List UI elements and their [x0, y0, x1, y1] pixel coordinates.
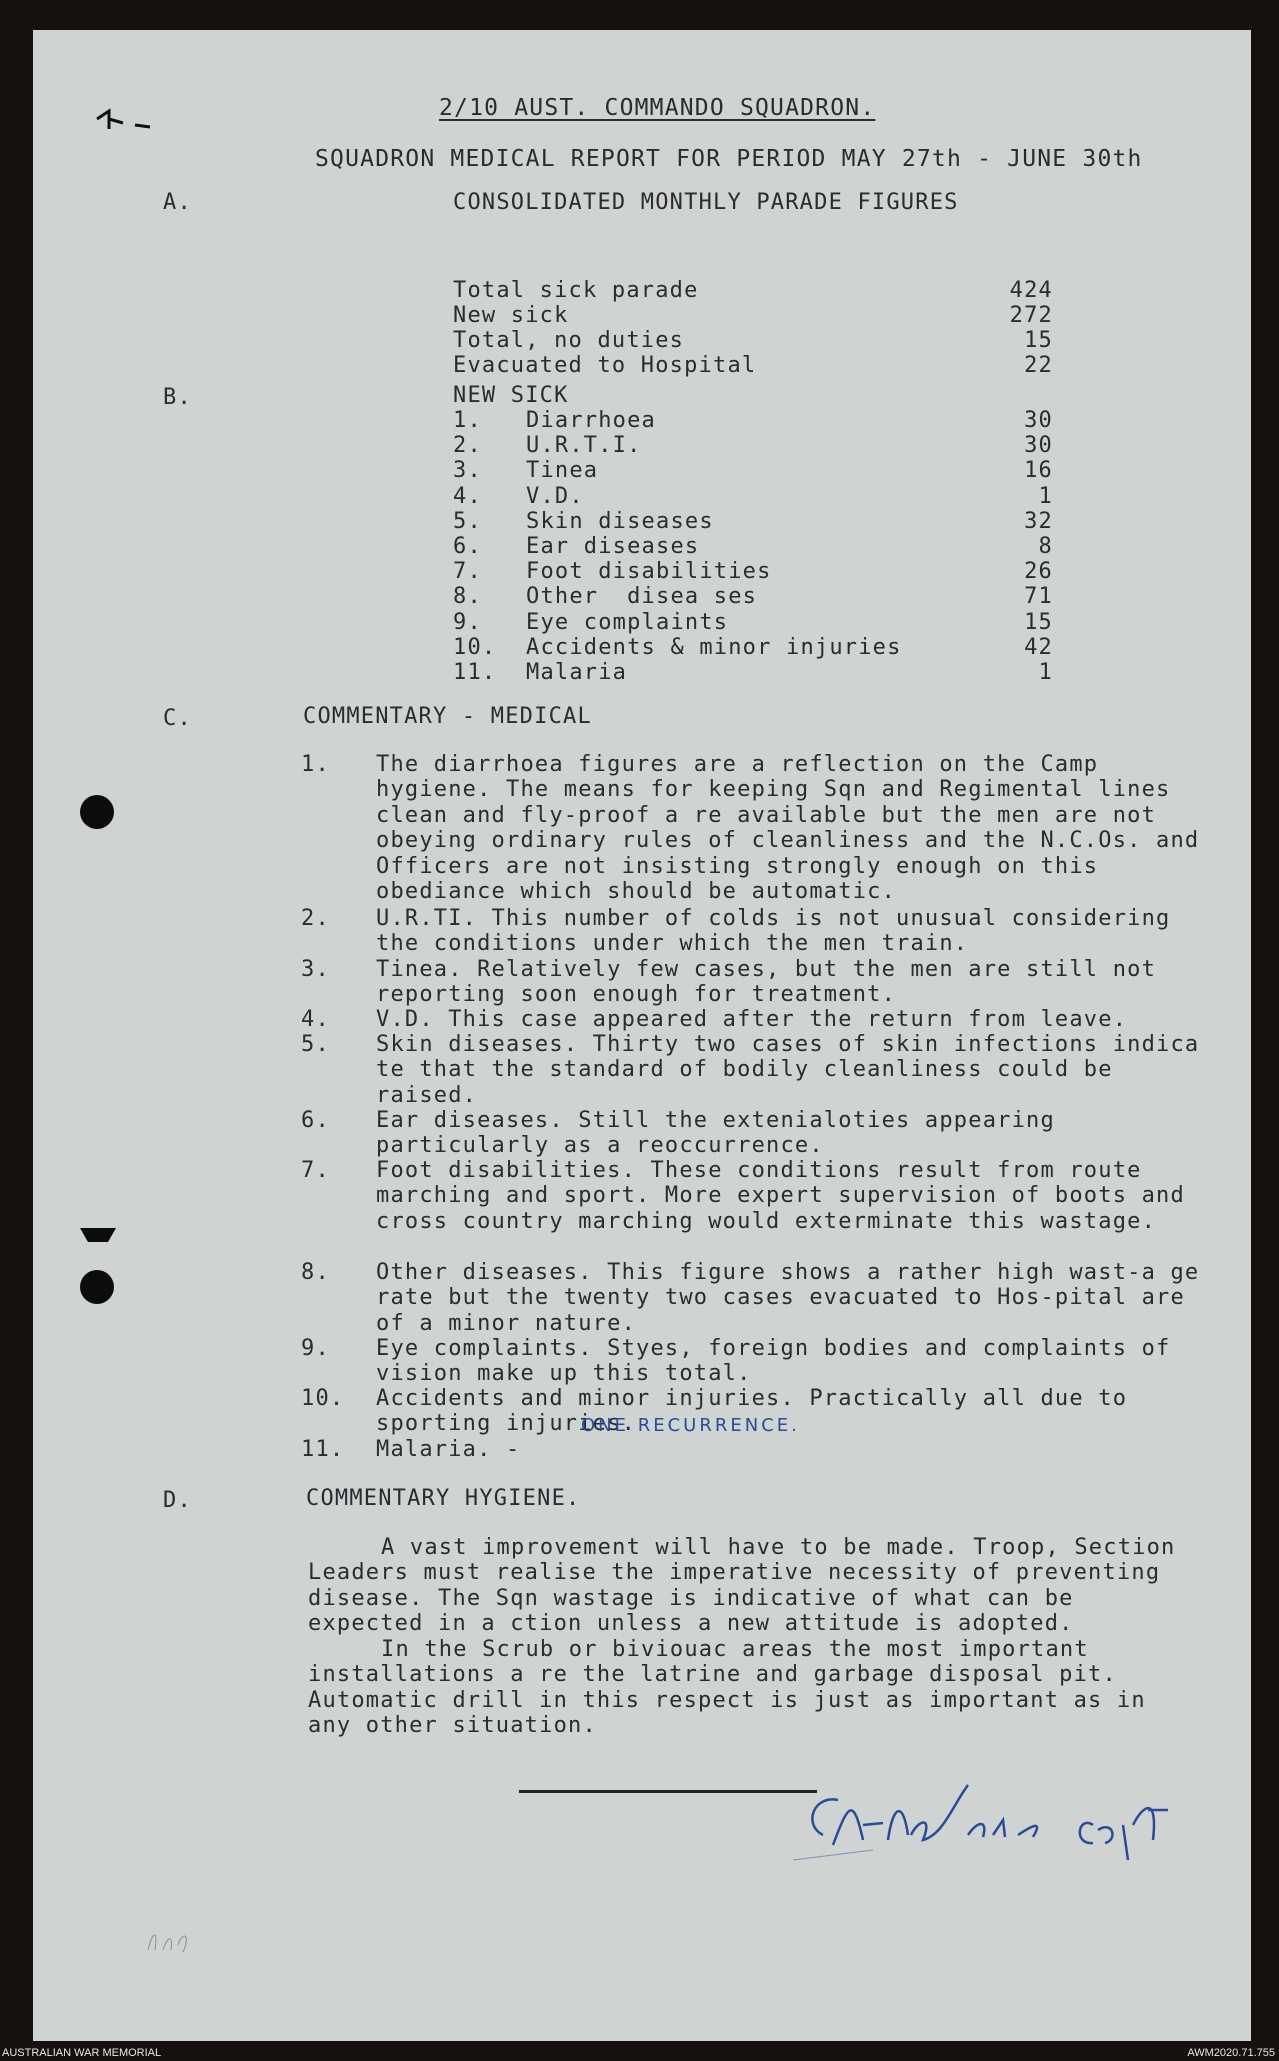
commentary-text: Malaria. -	[376, 1437, 521, 1462]
new-sick-number: 8.	[453, 584, 482, 610]
commentary-text: Eye complaints. Styes, foreign bodies and complaints of vision make up this total.	[376, 1336, 1171, 1387]
punch-hole-top	[80, 795, 114, 829]
commentary-text: Tinea. Relatively few cases, but the men are still not reporting soon enough for treatment.	[376, 957, 1157, 1008]
parade-row-value: 272	[1009, 303, 1053, 328]
commentary-text: U.R.TI. This number of colds is not unusual considering the conditions under which the men train.	[376, 906, 1171, 957]
section-b-letter: B.	[163, 385, 192, 410]
document-subtitle: SQUADRON MEDICAL REPORT FOR PERIOD MAY 27th - JUNE 30th	[315, 146, 1143, 172]
new-sick-value: 32	[1024, 508, 1053, 534]
new-sick-number: 7.	[453, 559, 482, 585]
hygiene-paragraph-1: A vast improvement will have to be made. Troop, Section Leaders must realise the imperative necessity of preventing disease. The Sqn wastage is indicative of what can be expected in a ction unless a new attitude is adopted.	[308, 1535, 1176, 1637]
new-sick-number: 5.	[453, 508, 482, 534]
punch-hole-notch	[80, 1228, 116, 1252]
commentary-number: 11.	[301, 1437, 345, 1462]
new-sick-value: 1	[1038, 483, 1053, 509]
section-d-letter: D.	[163, 1488, 192, 1513]
parade-row-label: Total sick parade	[453, 278, 699, 303]
commentary-number: 9.	[301, 1336, 330, 1361]
new-sick-label: Malaria	[526, 660, 628, 685]
new-sick-value: 42	[1024, 634, 1053, 660]
document-title: 2/10 AUST. COMMANDO SQUADRON.	[439, 95, 876, 121]
commentary-number: 10.	[301, 1386, 345, 1411]
new-sick-label: V.D.	[526, 483, 584, 509]
section-c-heading: COMMENTARY - MEDICAL	[303, 704, 592, 729]
parade-row-label: New sick	[453, 303, 569, 328]
new-sick-value: 8	[1038, 534, 1053, 559]
new-sick-value: 30	[1024, 433, 1053, 459]
new-sick-value: 30	[1024, 408, 1053, 433]
parade-row-label: Evacuated to Hospital	[453, 353, 757, 378]
new-sick-value: 71	[1024, 584, 1053, 610]
commentary-number: 1.	[301, 752, 330, 777]
punch-hole-bottom	[80, 1270, 114, 1304]
corner-mark	[95, 105, 155, 135]
new-sick-label: Tinea	[526, 458, 599, 484]
commentary-text: Skin diseases. Thirty two cases of skin infections indica te that the standard of bodily cleanliness could be raised.	[376, 1032, 1200, 1108]
footer-right: AWM2020.71.755	[1187, 2047, 1275, 2059]
commentary-text: Accidents and minor injuries. Practically all due to sporting injuries.	[376, 1386, 1128, 1437]
new-sick-label: U.R.T.I.	[526, 433, 642, 459]
section-a-heading: CONSOLIDATED MONTHLY PARADE FIGURES	[453, 190, 959, 215]
hygiene-paragraph-2: In the Scrub or biviouac areas the most important installations a re the latrine and garbage disposal pit. Automatic drill in this respect is just as important as in any other situation.	[308, 1637, 1146, 1739]
commentary-number: 4.	[301, 1007, 330, 1032]
new-sick-number: 2.	[453, 433, 482, 459]
section-b-heading: NEW SICK	[453, 383, 569, 408]
new-sick-label: Skin diseases	[526, 508, 714, 534]
new-sick-label: Accidents & minor injuries	[526, 634, 902, 660]
new-sick-number: 4.	[453, 483, 482, 509]
parade-row-value: 15	[1024, 328, 1053, 353]
new-sick-value: 1	[1038, 660, 1053, 685]
new-sick-label: Eye complaints	[526, 609, 729, 635]
new-sick-label: Ear diseases	[526, 534, 700, 559]
footer-left: AUSTRALIAN WAR MEMORIAL	[2, 2047, 162, 2059]
new-sick-number: 3.	[453, 458, 482, 484]
commentary-number: 7.	[301, 1158, 330, 1183]
parade-row-value: 22	[1024, 353, 1053, 378]
parade-row-label: Total, no duties	[453, 328, 685, 353]
signature-line	[519, 1790, 817, 1793]
new-sick-value: 26	[1024, 559, 1053, 585]
new-sick-number: 9.	[453, 609, 482, 635]
commentary-number: 2.	[301, 906, 330, 931]
new-sick-number: 6.	[453, 534, 482, 559]
new-sick-number: 10.	[453, 634, 497, 660]
commentary-text: The diarrhoea figures are a reflection on the Camp hygiene. The means for keeping Sqn and Regimental lines clean and fly-proof a re available but the men are not obeying ordinary rules of cleanliness and the N.C.Os. and Officers are not insisting strongly enough on this obediance which should be automatic.	[376, 752, 1200, 905]
commentary-text: Ear diseases. Still the extenialoties appearing particularly as a reoccurrence.	[376, 1108, 1055, 1159]
document-page	[33, 30, 1251, 2041]
section-d-heading: COMMENTARY HYGIENE.	[306, 1486, 581, 1511]
commentary-number: 8.	[301, 1260, 330, 1285]
section-c-letter: C.	[163, 706, 192, 731]
signature-image	[793, 1765, 1213, 1875]
parade-row-value: 424	[1009, 278, 1053, 303]
commentary-text: Other diseases. This figure shows a rather high wast-a ge rate but the twenty two cases evacuated to Hos-pital are of a minor nature.	[376, 1260, 1200, 1336]
commentary-number: 5.	[301, 1032, 330, 1057]
new-sick-value: 15	[1024, 609, 1053, 635]
section-a-letter: A.	[163, 190, 192, 215]
handwritten-note: ONE RECURRENCE.	[581, 1415, 800, 1436]
commentary-text: V.D. This case appeared after the return from leave.	[376, 1007, 1128, 1032]
commentary-number: 6.	[301, 1108, 330, 1133]
new-sick-number: 1.	[453, 408, 482, 433]
new-sick-label: Other disea ses	[526, 584, 758, 610]
new-sick-label: Diarrhoea	[526, 408, 657, 433]
new-sick-value: 16	[1024, 458, 1053, 484]
new-sick-label: Foot disabilities	[526, 559, 772, 585]
commentary-number: 3.	[301, 957, 330, 982]
pencil-mark	[143, 1920, 203, 1960]
new-sick-number: 11.	[453, 660, 497, 685]
commentary-text: Foot disabilities. These conditions result from route marching and sport. More expert supervision of boots and cross country marching would exterminate this wastage.	[376, 1158, 1185, 1234]
